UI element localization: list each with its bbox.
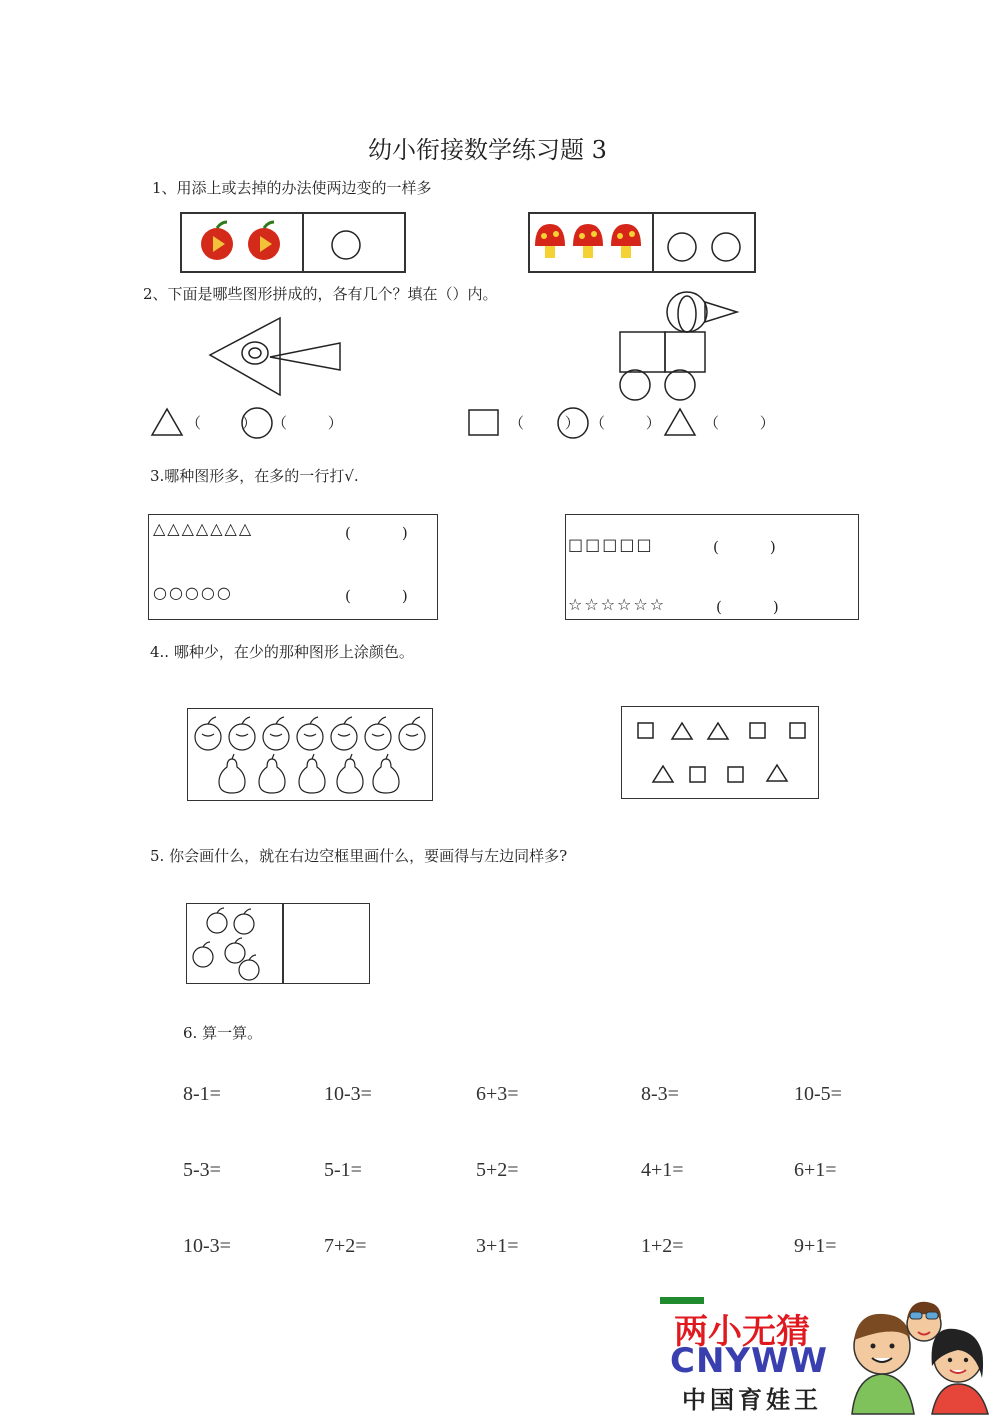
- square-icon: [790, 723, 805, 738]
- circle-row: ○○○○○: [153, 583, 233, 602]
- square-row: □□□□□: [568, 535, 654, 554]
- pear-outline-icon: [337, 754, 363, 793]
- apple-outline-icon: [263, 717, 289, 750]
- square-icon: [728, 767, 743, 782]
- q3-box-left: [148, 514, 438, 620]
- circle-icon: [240, 406, 274, 440]
- calc-item[interactable]: 6+1=: [794, 1159, 837, 1181]
- circle-icon: [332, 231, 360, 259]
- calc-item[interactable]: 9+1=: [794, 1235, 837, 1257]
- pear-outline-icon: [259, 754, 285, 793]
- calc-item[interactable]: 3+1=: [476, 1235, 519, 1257]
- question-3-text: 3.哪种图形多，在多的一行打√.: [150, 467, 359, 485]
- calc-item[interactable]: 5-3=: [183, 1159, 221, 1181]
- calc-item[interactable]: 4+1=: [641, 1159, 684, 1181]
- square-icon: [750, 723, 765, 738]
- mushroom-icon: [535, 224, 565, 258]
- fish-figure: [205, 315, 350, 400]
- triangle-icon: [150, 407, 184, 437]
- question-1-text: 1、用添上或去掉的办法使两边变的一样多: [152, 179, 432, 197]
- apple-outline-icon: [297, 717, 323, 750]
- answer-paren[interactable]: ( ): [716, 598, 797, 616]
- answer-paren[interactable]: ( ): [345, 524, 426, 542]
- answer-paren[interactable]: （ ）: [509, 414, 598, 432]
- apple-outline-icon: [229, 717, 255, 750]
- calc-item[interactable]: 10-3=: [183, 1235, 231, 1257]
- calc-item[interactable]: 10-5=: [794, 1083, 842, 1105]
- calc-item[interactable]: 7+2=: [324, 1235, 367, 1257]
- q3-box-right: [565, 514, 859, 620]
- apple-outline-icon: [239, 955, 259, 980]
- answer-paren[interactable]: （ ）: [704, 414, 793, 432]
- apple-icon: [201, 222, 233, 260]
- answer-paren[interactable]: （ ）: [272, 414, 361, 432]
- q5-box: [186, 903, 370, 984]
- answer-paren[interactable]: ( ): [713, 538, 794, 556]
- logo-title: 两小无猜: [674, 1312, 810, 1352]
- apple-outline-icon: [331, 717, 357, 750]
- question-5-text: 5. 你会画什么，就在右边空框里画什么，要画得与左边同样多?: [150, 847, 568, 865]
- q4-box-shapes: [621, 706, 819, 799]
- question-6-text: 6. 算一算。: [183, 1024, 263, 1042]
- apple-outline-icon: [195, 717, 221, 750]
- circle-icon: [556, 406, 590, 440]
- square-icon: [690, 767, 705, 782]
- square-icon: [467, 408, 501, 438]
- triangle-icon: [672, 723, 692, 739]
- circle-icon: [668, 233, 696, 261]
- q4-box-fruit: [187, 708, 433, 801]
- page-title: 幼小衔接数学练习题 3: [368, 136, 607, 164]
- square-icon: [638, 723, 653, 738]
- family-cartoon-icon: [840, 1296, 1000, 1414]
- calc-item[interactable]: 5-1=: [324, 1159, 362, 1181]
- calc-item[interactable]: 5+2=: [476, 1159, 519, 1181]
- apple-icon: [248, 222, 280, 260]
- triangle-row: △△△△△△△: [153, 519, 254, 538]
- apple-outline-icon: [399, 717, 425, 750]
- apple-outline-icon: [234, 909, 254, 934]
- pear-outline-icon: [299, 754, 325, 793]
- q1-box-left: [180, 212, 406, 273]
- calc-item[interactable]: 8-3=: [641, 1083, 679, 1105]
- answer-paren[interactable]: （ ）: [186, 414, 275, 432]
- apple-outline-icon: [193, 942, 213, 967]
- triangle-icon: [767, 765, 787, 781]
- triangle-icon: [653, 766, 673, 782]
- calc-item[interactable]: 1+2=: [641, 1235, 684, 1257]
- answer-paren[interactable]: ( ): [345, 587, 426, 605]
- apple-outline-icon: [207, 908, 227, 933]
- circle-icon: [712, 233, 740, 261]
- apple-outline-icon: [365, 717, 391, 750]
- logo-caption: 中国育娃王: [682, 1386, 822, 1414]
- pear-outline-icon: [373, 754, 399, 793]
- logo-subtitle: CNYWW: [670, 1341, 829, 1381]
- apple-icon-group: [182, 214, 408, 275]
- calc-item[interactable]: 10-3=: [324, 1083, 372, 1105]
- apple-outline-icon: [225, 938, 245, 963]
- mushroom-icon: [573, 224, 603, 258]
- question-4-text: 4.. 哪种少，在少的那种图形上涂颜色。: [150, 643, 414, 661]
- triangle-icon: [663, 407, 697, 437]
- mushroom-icon: [611, 224, 641, 258]
- answer-paren[interactable]: （ ）: [590, 414, 679, 432]
- star-row: ☆☆☆☆☆☆: [568, 595, 667, 614]
- calc-item[interactable]: 8-1=: [183, 1083, 221, 1105]
- q1-box-right: [528, 212, 756, 273]
- triangle-icon: [708, 723, 728, 739]
- bird-car-figure: [615, 290, 745, 402]
- calc-item[interactable]: 6+3=: [476, 1083, 519, 1105]
- question-2-text: 2、下面是哪些图形拼成的，各有几个？填在（）内。: [143, 285, 498, 303]
- logo-green-bar: [660, 1297, 704, 1304]
- pear-outline-icon: [219, 754, 245, 793]
